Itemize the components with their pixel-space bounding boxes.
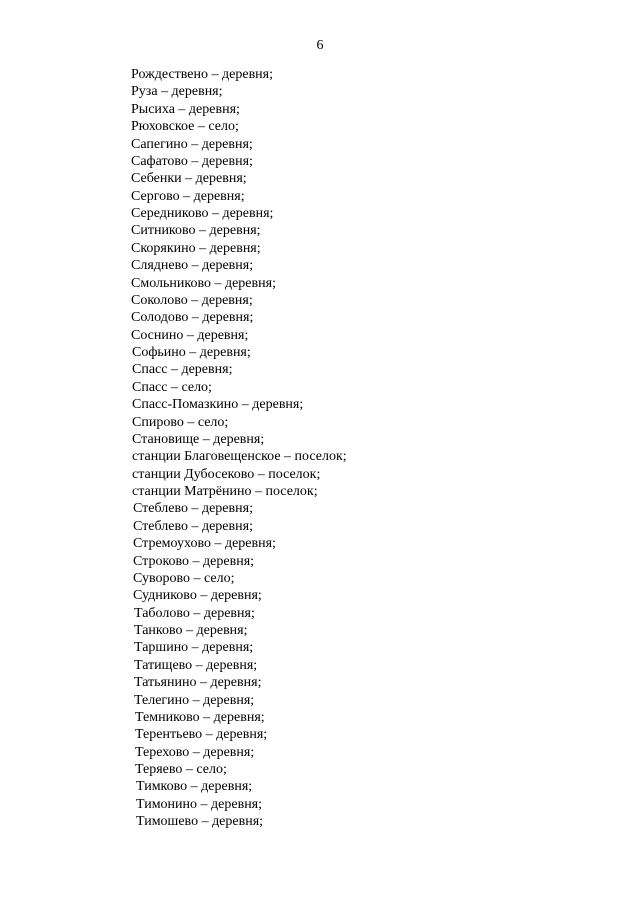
list-item: Темниково – деревня; — [135, 709, 265, 725]
list-item: Спасс-Помазкино – деревня; — [132, 397, 304, 413]
list-item: Телегино – деревня; — [134, 692, 255, 708]
list-item: Софьино – деревня; — [132, 345, 251, 360]
list-item: Солодово – деревня; — [131, 310, 254, 326]
list-item: Смольниково – деревня; — [131, 275, 276, 291]
list-item: Стеблево – деревня; — [133, 518, 253, 534]
settlement-list — [131, 66, 347, 831]
list-item: Ситниково – деревня; — [131, 223, 261, 239]
list-item: Таболово – деревня; — [134, 605, 255, 621]
list-item: Терехово – деревня; — [135, 744, 255, 760]
list-item: Теряево – село; — [135, 762, 227, 777]
list-item: Сапегино – деревня; — [131, 136, 253, 152]
list-item: Татищево – деревня; — [134, 657, 258, 673]
list-item: Таршино – деревня; — [134, 640, 254, 656]
list-item: Сергово – деревня; — [131, 188, 245, 204]
list-item: Рысиха – деревня; — [131, 101, 240, 117]
list-item: станции Дубосеково – поселок; — [132, 466, 321, 482]
list-item: Строково – деревня; — [133, 553, 255, 569]
list-item: Танково – деревня; — [134, 623, 248, 638]
list-item: Середниково – деревня; — [131, 206, 274, 221]
list-item: Тимонино – деревня; — [136, 796, 263, 812]
list-item: Татьянино – деревня; — [134, 675, 262, 691]
list-item: Спасс – деревня; — [132, 362, 233, 378]
list-item: Терентьево – деревня; — [135, 727, 268, 743]
list-item: Спасс – село; — [132, 379, 212, 395]
list-item: Спирово – село; — [132, 414, 229, 430]
list-item: Стеблево – деревня; — [133, 501, 253, 517]
page-number: 6 — [316, 38, 324, 53]
list-item: Суворово – село; — [133, 570, 235, 586]
list-item: Становище – деревня; — [132, 431, 265, 447]
list-item: Тимошево – деревня; — [136, 814, 264, 830]
list-item: Себенки – деревня; — [131, 171, 247, 187]
list-item: Сафатово – деревня; — [131, 153, 253, 169]
list-item: Судниково – деревня; — [133, 588, 262, 604]
list-item: Рюховское – село; — [131, 119, 239, 135]
list-item: станции Матрёнино – поселок; — [132, 484, 318, 499]
list-item: Скорякино – деревня; — [131, 240, 261, 256]
list-item: станции Благовещенское – поселок; — [132, 449, 347, 465]
list-item: Соколово – деревня; — [131, 292, 253, 308]
list-item: Соснино – деревня; — [131, 327, 249, 343]
list-item: Руза – деревня; — [131, 84, 223, 100]
list-item: Стремоухово – деревня; — [133, 536, 276, 552]
list-item: Сляднево – деревня; — [131, 258, 254, 274]
list-item: Тимково – деревня; — [136, 779, 253, 795]
list-item: Рождествено – деревня; — [131, 67, 273, 82]
